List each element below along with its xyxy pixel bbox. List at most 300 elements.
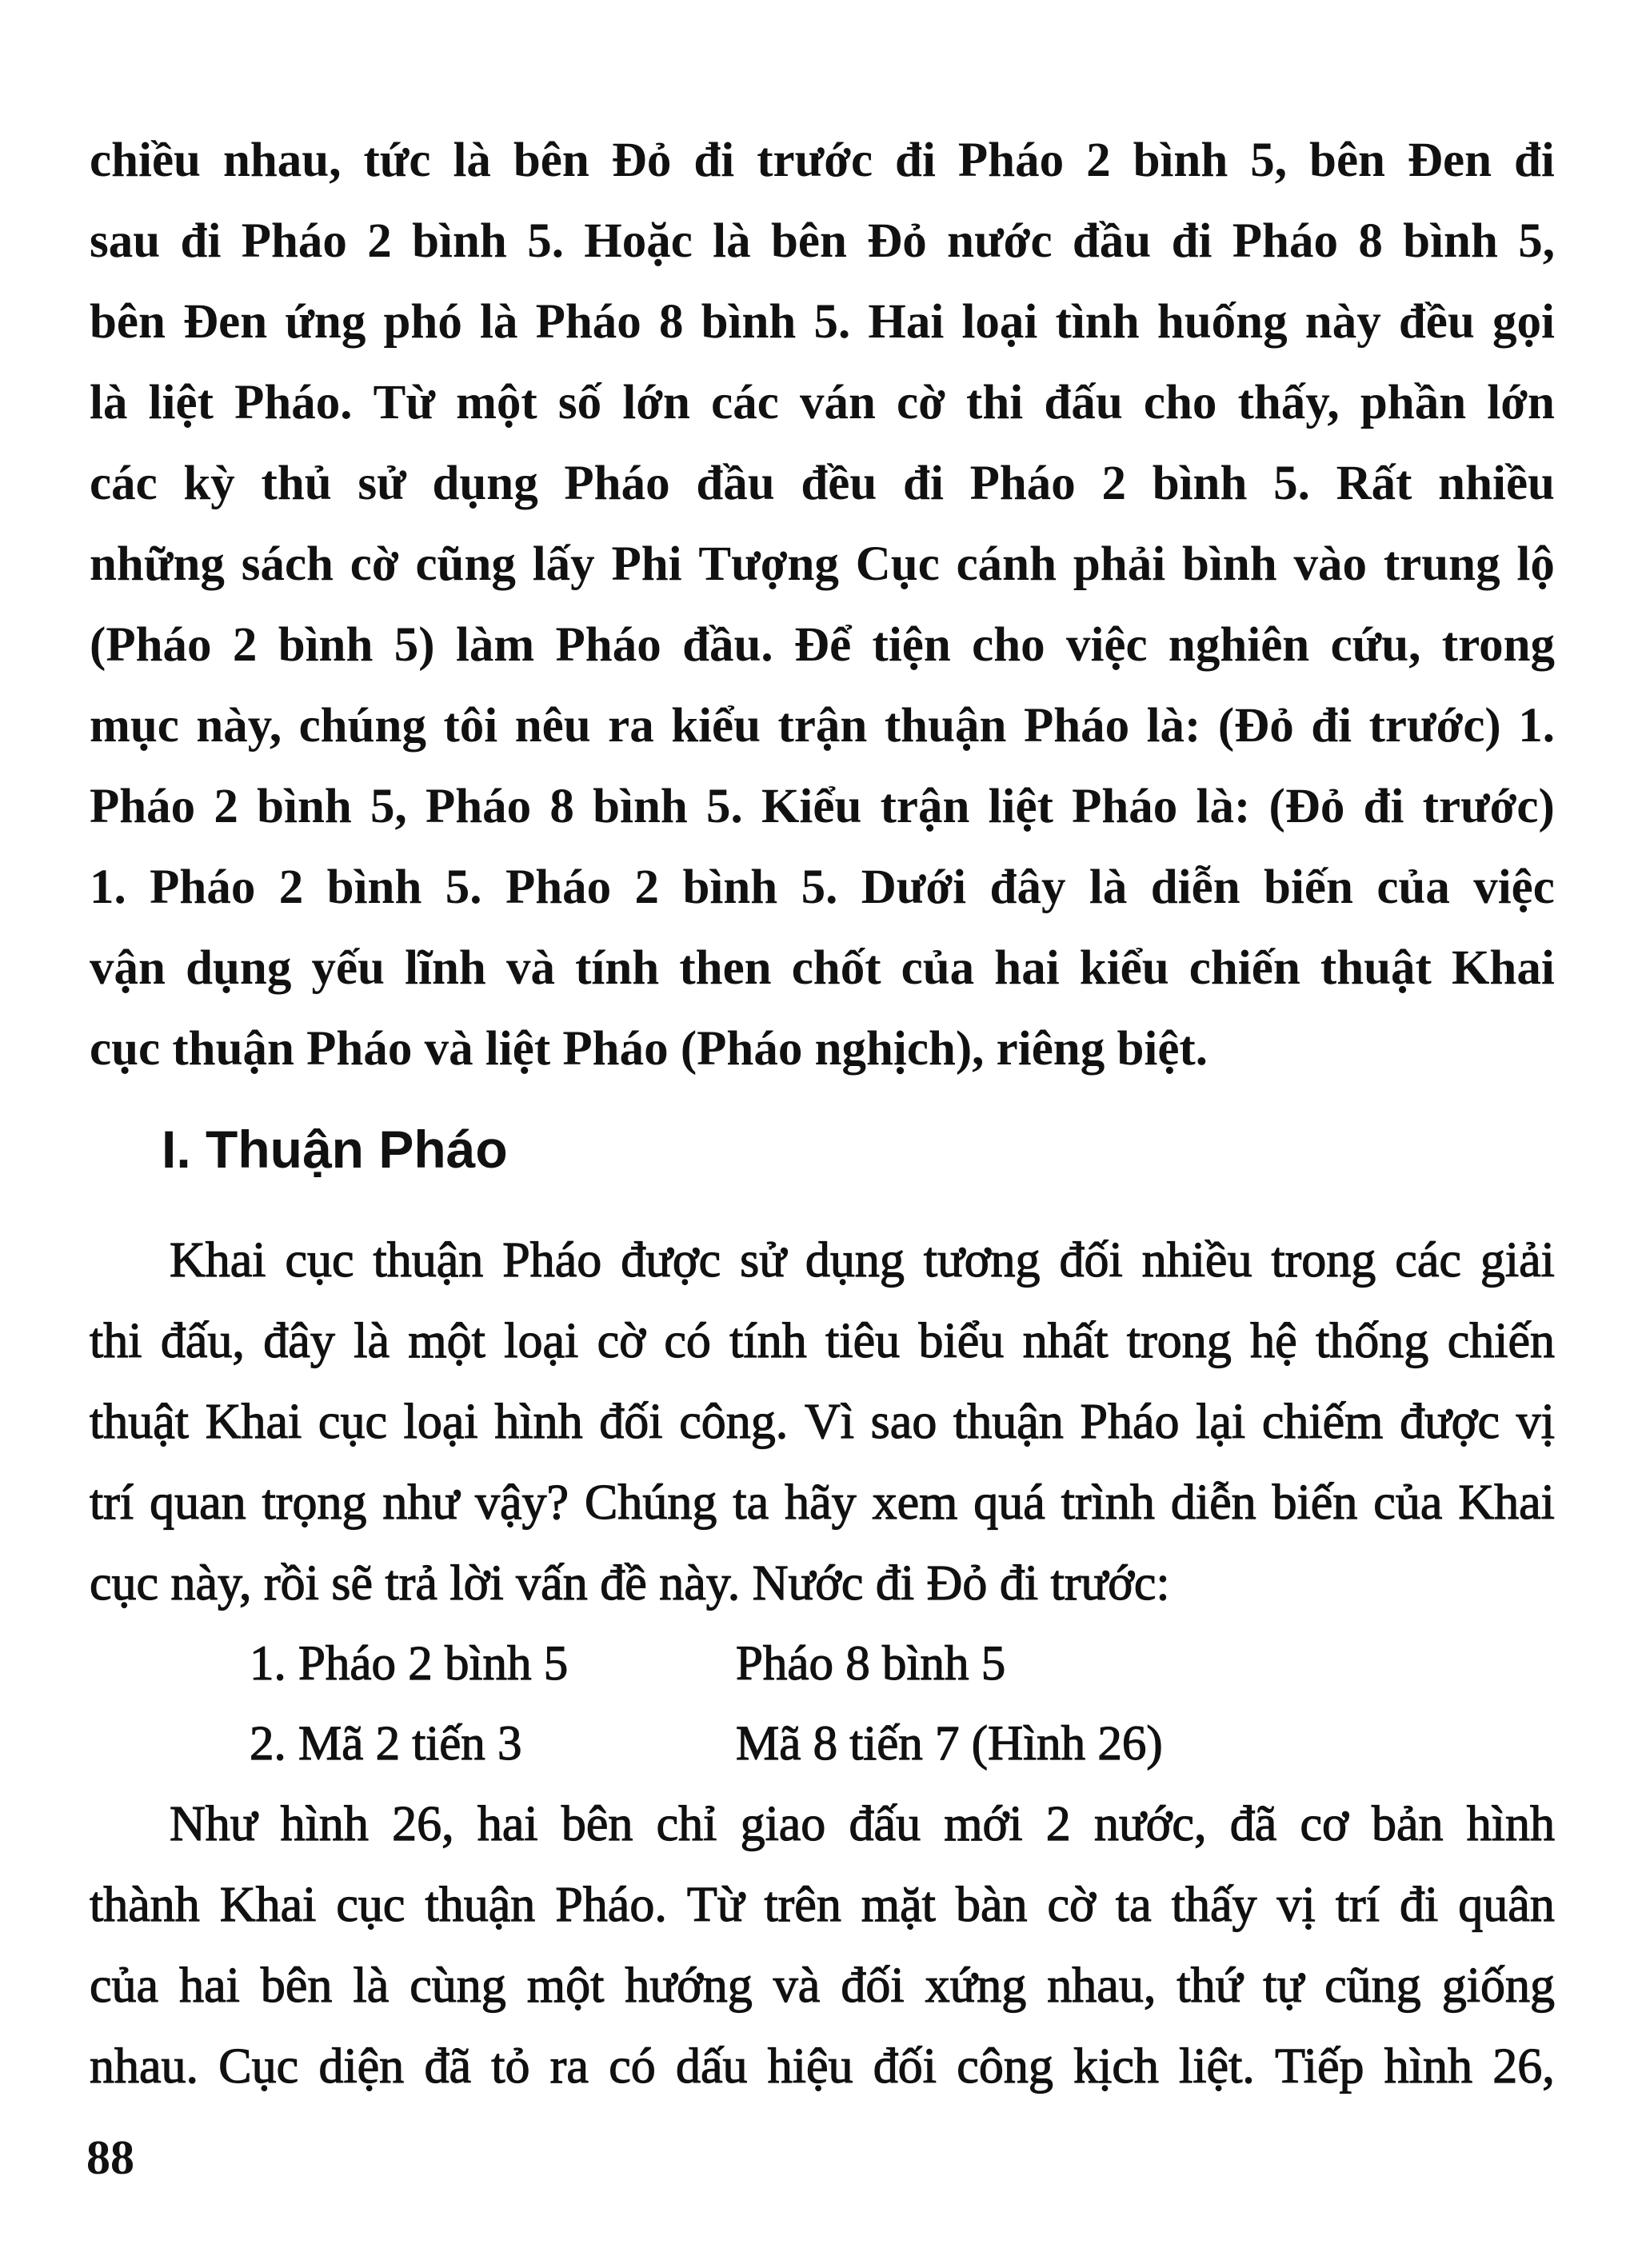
word: công [957, 2039, 1053, 2094]
word: là [353, 1959, 390, 2013]
word: bình [1133, 134, 1228, 187]
word: nhau, [1047, 1959, 1157, 2013]
word: Khai [1458, 1475, 1555, 1530]
word: việc [1065, 618, 1148, 672]
word: bên [260, 1959, 333, 2013]
word: có [664, 1314, 711, 1368]
word: hãy [785, 1475, 857, 1530]
word: trung [1383, 537, 1500, 591]
paragraph-thuan-phao [90, 1220, 1555, 1624]
word: thuận [953, 1395, 1064, 1449]
word: đấu, [160, 1314, 245, 1368]
word: của [1373, 1475, 1443, 1530]
word: xem [872, 1475, 958, 1530]
word: Pháo [150, 860, 256, 914]
word: 5. [813, 295, 851, 349]
word: đều [1398, 295, 1475, 349]
word: tính [575, 941, 660, 995]
word: bình [1181, 537, 1277, 591]
text-line: cục này, rồi sẽ trả lời vấn đề này. Nước đi Đỏ đi trước: [90, 1556, 1170, 1611]
text-line [90, 1220, 1555, 1301]
word: 2 [1045, 1797, 1071, 1851]
word: thấy [1171, 1878, 1257, 1932]
text-line [90, 1301, 1555, 1382]
word: cũng [1324, 1959, 1421, 2013]
word: được [621, 1233, 721, 1288]
word: đi [1311, 699, 1352, 753]
word: phó [383, 295, 462, 349]
word: chúng [298, 699, 426, 753]
word: nhiều [1438, 457, 1555, 510]
word: diện [318, 2039, 405, 2094]
word: 2 [634, 860, 660, 914]
word: cục [318, 1395, 387, 1449]
word: vào [1293, 537, 1368, 591]
word: đầu. [682, 618, 773, 672]
word: tức [363, 134, 431, 187]
word: tôi [443, 699, 498, 753]
word: cứu, [1330, 618, 1421, 672]
word: đối [599, 1395, 663, 1449]
text-line [90, 847, 1555, 928]
word: bàn [955, 1878, 1028, 1932]
word: 26, [1492, 2039, 1555, 2094]
word: đã [1229, 1797, 1277, 1851]
word: Chúng [585, 1475, 717, 1530]
word: tính [729, 1314, 807, 1368]
word: tỏ [491, 2039, 530, 2094]
word: biến [1264, 860, 1353, 914]
word: Hai [868, 295, 945, 349]
word: cờ [597, 1314, 645, 1368]
word: 8 [658, 295, 684, 349]
word: gọi [1492, 295, 1555, 349]
word: nhau. [90, 2039, 199, 2094]
word: 8 [1358, 214, 1383, 268]
move-row [90, 1704, 1555, 1784]
word: kỳ [183, 457, 235, 510]
word: liệt [148, 376, 214, 429]
move-row [90, 1624, 1555, 1704]
word: giống [1441, 1959, 1555, 2013]
word: tiện [872, 618, 951, 672]
word: 5. [801, 860, 838, 914]
word: đi [693, 134, 735, 187]
word: và [773, 1959, 821, 2013]
word: lộ [1516, 537, 1555, 591]
word: Đen [183, 295, 268, 349]
word: thứ [1177, 1959, 1243, 2013]
paragraph-hinh-26 [90, 1784, 1555, 2107]
word: đối [1059, 1233, 1123, 1288]
text-line [90, 443, 1555, 524]
word: phải [1073, 537, 1166, 591]
word: mặt [861, 1878, 936, 1932]
word: đi [1363, 780, 1404, 833]
text-line [90, 2026, 1555, 2107]
word: 8 [549, 780, 574, 833]
word: vị [1276, 1878, 1316, 1932]
word: có [609, 2039, 656, 2094]
section-heading: I. Thuận Pháo [162, 1120, 508, 1179]
word: ứng [285, 295, 366, 349]
word: là [713, 214, 751, 268]
word: bình [412, 214, 507, 268]
word: chiếm [1261, 1395, 1384, 1449]
word: thi [966, 376, 1024, 429]
word: đi [1513, 134, 1555, 187]
word: kiểu [1079, 941, 1169, 995]
word: cơ [1300, 1797, 1348, 1851]
word: đi [895, 134, 936, 187]
word: 5. [445, 860, 482, 914]
word: loại [504, 1314, 579, 1368]
word: 2 [232, 618, 258, 672]
text-line [90, 120, 1555, 201]
word: nhất [1022, 1314, 1109, 1368]
word: tình [1055, 295, 1140, 349]
word: trên [764, 1878, 841, 1932]
word: dấu [675, 2039, 748, 2094]
word: cùng [410, 1959, 506, 2013]
word: 2 [1086, 134, 1111, 187]
word: trước [757, 134, 873, 187]
word: liệt. [1179, 2039, 1255, 2094]
word: các [711, 376, 779, 429]
word: vị [1516, 1395, 1555, 1449]
word: Kiểu [761, 780, 862, 833]
word: Pháo [969, 457, 1076, 510]
word: Pháo. [234, 376, 353, 429]
word: trong [1126, 1314, 1232, 1368]
word: (Đỏ [1268, 780, 1345, 833]
word: huống [1157, 295, 1288, 349]
word: nhau, [222, 134, 342, 187]
word: 5. [527, 214, 564, 268]
word: Pháo [502, 1233, 602, 1288]
word: là [453, 134, 491, 187]
word: tiêu [825, 1314, 901, 1368]
word: số [557, 376, 602, 429]
word: bình [593, 780, 688, 833]
word: đối [841, 1959, 905, 2013]
word: Pháo [535, 295, 641, 349]
word: hai [994, 941, 1060, 995]
word: Tượng [698, 537, 839, 591]
word: Cục [218, 2039, 299, 2094]
word: chỉ [656, 1797, 717, 1851]
word: xứng [925, 1959, 1027, 2013]
word: bản [1372, 1797, 1444, 1851]
word: thành [90, 1878, 200, 1932]
word: trận [777, 699, 868, 753]
word: các [1395, 1233, 1461, 1288]
word: trọng [262, 1475, 367, 1530]
word: diễn [1170, 1475, 1256, 1530]
word: nhiều [1141, 1233, 1252, 1288]
word: quân [1458, 1878, 1555, 1932]
word: thấy, [1237, 376, 1340, 429]
paragraph-intro [90, 120, 1555, 1089]
text-line [90, 605, 1555, 685]
word: Dưới [861, 860, 967, 914]
word: 26, [392, 1797, 454, 1851]
word: bình [1403, 214, 1498, 268]
word: cờ [350, 537, 399, 591]
word: là: [1146, 699, 1201, 753]
word: bình [257, 780, 352, 833]
word: Rất [1336, 457, 1412, 510]
word: Pháo [1072, 780, 1178, 833]
word: tương [923, 1233, 1041, 1288]
word: nước, [1094, 1797, 1207, 1851]
word: đều [801, 457, 877, 510]
word: dụng [432, 457, 538, 510]
word: hình [494, 1395, 583, 1449]
word: bên [90, 295, 166, 349]
text-line [90, 1946, 1555, 2026]
word: (Đỏ [1217, 699, 1294, 753]
word: nêu [514, 699, 591, 753]
word: giải [1480, 1233, 1555, 1288]
word: 5, [1518, 214, 1555, 268]
black-move: Mã 8 tiến 7 (Hình 26) [736, 1717, 1163, 1771]
page-number: 88 [86, 2131, 134, 2184]
word: 2 [367, 214, 392, 268]
word: 2 [1101, 457, 1126, 510]
word: 5, [1250, 134, 1288, 187]
word: Từ [686, 1878, 745, 1932]
word: vậy? [475, 1475, 569, 1530]
word: kịch [1073, 2039, 1159, 2094]
word: sách [241, 537, 334, 591]
word: và [505, 941, 555, 995]
word: này, [196, 699, 282, 753]
word: lĩnh [405, 941, 486, 995]
word: thống [1316, 1314, 1429, 1368]
word: lại [1196, 1395, 1246, 1449]
red-move: 2. Mã 2 tiến 3 [250, 1717, 522, 1771]
word: cho [1143, 376, 1217, 429]
word: cục [336, 1878, 406, 1932]
word: trận [880, 780, 970, 833]
text-line: cục thuận Pháo và liệt Pháo (Pháo nghịch), riêng biệt. [90, 1022, 1208, 1076]
word: bên [1309, 134, 1385, 187]
word: Khai [170, 1233, 266, 1288]
word: thuận [373, 1233, 484, 1288]
word: một [526, 1959, 605, 2013]
word: đi [1171, 214, 1213, 268]
word: đối [873, 2039, 937, 2094]
text-line [90, 1382, 1555, 1463]
word: đầu [1072, 214, 1152, 268]
word: của [1376, 860, 1450, 914]
word: tự [1263, 1959, 1304, 2013]
move-list [90, 1624, 1555, 1784]
word: là: [1196, 780, 1251, 833]
word: những [90, 537, 225, 591]
word: ra [608, 699, 654, 753]
word: 5, [370, 780, 407, 833]
word: Pháo. [555, 1878, 667, 1932]
word: 2 [214, 780, 238, 833]
word: bình [326, 860, 422, 914]
word: 5) [394, 618, 435, 672]
word: 1. [1518, 699, 1555, 753]
word: hướng [625, 1959, 753, 2013]
page-body [90, 120, 1555, 2107]
word: 5. [706, 780, 743, 833]
word: cờ [897, 376, 945, 429]
word: bình [701, 295, 797, 349]
text-line [90, 1865, 1555, 1946]
word: thủ [261, 457, 332, 510]
word: Từ [373, 376, 435, 429]
word: cũng [415, 537, 516, 591]
word: bình [682, 860, 778, 914]
word: 1. [90, 860, 126, 914]
word: Pháo [505, 860, 612, 914]
word: Tiếp [1275, 2039, 1364, 2094]
word: đây [263, 1314, 335, 1368]
word: Phi [611, 537, 682, 591]
word: đầu [696, 457, 775, 510]
word: trước) [1368, 699, 1501, 753]
word: hình [1466, 1797, 1555, 1851]
word: quan [150, 1475, 246, 1530]
word: cánh [956, 537, 1057, 591]
word: ra [549, 2039, 589, 2094]
word: Hoặc [584, 214, 693, 268]
word: Pháo [241, 214, 347, 268]
word: biến [1272, 1475, 1358, 1530]
word: Pháo [1232, 214, 1338, 268]
word: hình [1384, 2039, 1473, 2094]
word: thuận [884, 699, 1007, 753]
word: này [1304, 295, 1381, 349]
word: 2 [278, 860, 304, 914]
word: là [1089, 860, 1128, 914]
word: hệ [1250, 1314, 1297, 1368]
word: là [480, 295, 518, 349]
word: giao [740, 1797, 826, 1851]
word: Cục [855, 537, 940, 591]
word: việc [1473, 860, 1555, 914]
word: Pháo [957, 134, 1065, 187]
word: một [456, 376, 537, 429]
word: thuật [1320, 941, 1432, 995]
word: mới [944, 1797, 1023, 1851]
word: các [90, 457, 158, 510]
word: Khai [1451, 941, 1555, 995]
word: bên [770, 214, 847, 268]
word: phần [1360, 376, 1467, 429]
text-line [90, 685, 1555, 766]
word: ta [1115, 1878, 1152, 1932]
word: chiến [1189, 941, 1300, 995]
word: Vì [804, 1395, 854, 1449]
word: trình [1061, 1475, 1155, 1530]
word: loại [403, 1395, 478, 1449]
word: then [679, 941, 772, 995]
word: bình [278, 618, 374, 672]
word: sử [740, 1233, 786, 1288]
text-line [90, 928, 1555, 1008]
word: ván [799, 376, 876, 429]
word: hình [280, 1797, 369, 1851]
text-line [90, 362, 1555, 443]
word: hai [179, 1959, 240, 2013]
word: vận [90, 941, 166, 995]
word: trong [1441, 618, 1555, 672]
word: 5. [1273, 457, 1310, 510]
word: đấu [1044, 376, 1123, 429]
text-line [90, 1784, 1555, 1865]
word: ta [733, 1475, 769, 1530]
word: Đỏ [611, 134, 672, 187]
word: cho [972, 618, 1045, 672]
word: làm [455, 618, 535, 672]
text-line [90, 766, 1555, 847]
word: Pháo [90, 780, 196, 833]
word: cờ [1047, 1878, 1096, 1932]
word: một [408, 1314, 485, 1368]
word: cục [285, 1233, 354, 1288]
word: loại [961, 295, 1038, 349]
text-line [90, 524, 1555, 605]
word: của [901, 941, 975, 995]
word: yếu [311, 941, 385, 995]
word: là [354, 1314, 390, 1368]
word: thi [90, 1314, 142, 1368]
word: quá [973, 1475, 1045, 1530]
word: hai [477, 1797, 538, 1851]
word: Đen [1407, 134, 1492, 187]
word: Đỏ [867, 214, 927, 268]
word: được [1400, 1395, 1500, 1449]
word: như [382, 1475, 460, 1530]
word: là [90, 376, 128, 429]
word: (Pháo [90, 618, 212, 672]
word: công. [679, 1395, 789, 1449]
word: bên [561, 1797, 633, 1851]
word: Pháo [425, 780, 532, 833]
word: biểu [918, 1314, 1005, 1368]
word: sử [358, 457, 406, 510]
word: lớn [622, 376, 690, 429]
word: hiệu [767, 2039, 853, 2094]
word: liệt [988, 780, 1053, 833]
word: đấu [849, 1797, 921, 1851]
word: đi [180, 214, 222, 268]
word: Để [794, 618, 852, 672]
word: chốt [791, 941, 881, 995]
word: dụng [186, 941, 292, 995]
word: nghiên [1168, 618, 1310, 672]
word: trong [1271, 1233, 1376, 1288]
text-line [90, 201, 1555, 282]
word: trí [1335, 1878, 1380, 1932]
word: lấy [532, 537, 595, 591]
word: Pháo [564, 457, 670, 510]
word: bình [1152, 457, 1248, 510]
word: trí [90, 1475, 134, 1530]
word: của [90, 1959, 159, 2013]
word: lớn [1487, 376, 1555, 429]
black-move: Pháo 8 bình 5 [736, 1637, 1006, 1691]
word: sao [870, 1395, 937, 1449]
text-line [90, 282, 1555, 362]
